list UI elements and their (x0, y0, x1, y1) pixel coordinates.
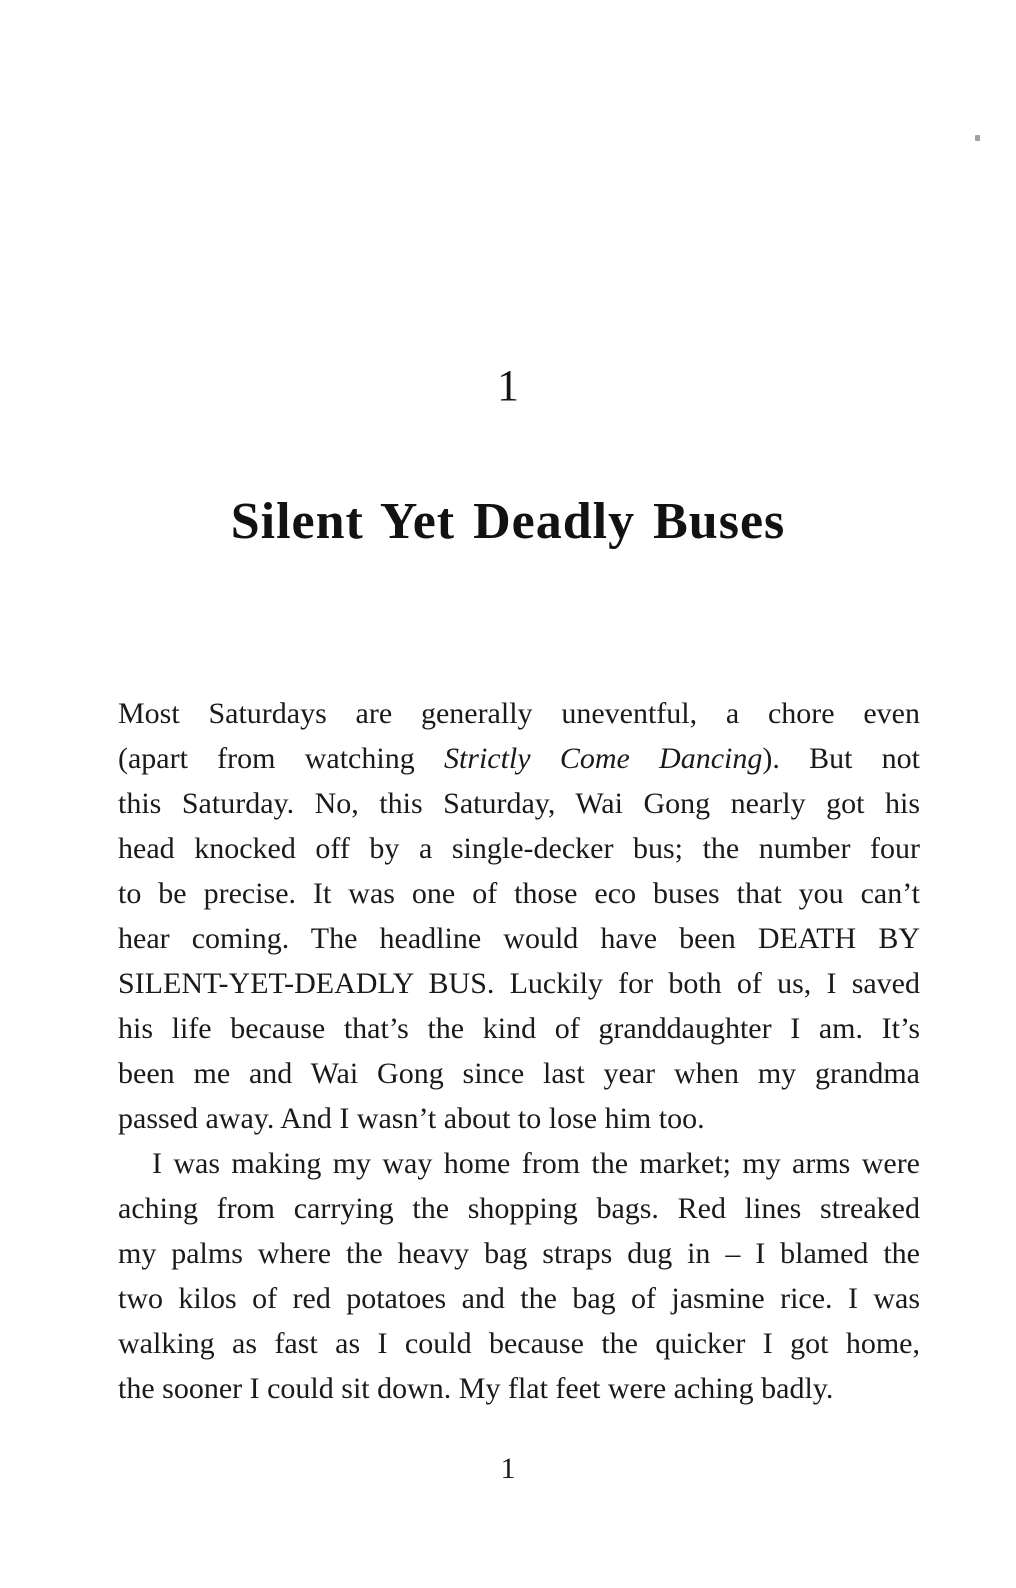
text-line (118, 1276, 920, 1321)
text-line (118, 736, 920, 781)
regular-text: passed away. And I wasn’t about to lose him too. (118, 1102, 705, 1135)
text-line (118, 1366, 920, 1411)
regular-text: ). But not (762, 742, 920, 775)
paragraph (118, 691, 920, 1141)
text-line (118, 781, 920, 826)
text-line (118, 1006, 920, 1051)
text-line (118, 1186, 920, 1231)
regular-text: hear coming. The headline would have been DEATH BY (118, 922, 920, 955)
regular-text: his life because that’s the kind of granddaughter I am. It’s (118, 1012, 920, 1045)
regular-text: head knocked off by a single-decker bus; the number four (118, 832, 920, 865)
text-line (118, 691, 920, 736)
regular-text: walking as fast as I could because the quicker I got home, (118, 1327, 920, 1360)
body-text (118, 691, 920, 1411)
regular-text: this Saturday. No, this Saturday, Wai Gong nearly got his (118, 787, 920, 820)
text-line (118, 1321, 920, 1366)
scan-artifact-dot (975, 135, 980, 141)
regular-text: the sooner I could sit down. My flat feet were aching badly. (118, 1372, 834, 1405)
text-line (118, 871, 920, 916)
regular-text: SILENT-YET-DEADLY BUS. Luckily for both of us, I saved (118, 967, 920, 1000)
italic-text: Strictly Come Dancing (443, 742, 763, 775)
text-line (118, 1096, 920, 1141)
regular-text: aching from carrying the shopping bags. Red lines streaked (118, 1192, 920, 1225)
text-line (118, 916, 920, 961)
chapter-title: Silent Yet Deadly Buses (230, 493, 786, 550)
chapter-number: 1 (497, 361, 519, 410)
regular-text: (apart from watching (118, 742, 444, 775)
page-number: 1 (500, 1452, 516, 1485)
text-line (118, 961, 920, 1006)
regular-text: I was making my way home from the market; my arms were (152, 1147, 920, 1180)
regular-text: to be precise. It was one of those eco buses that you can’t (118, 877, 920, 910)
text-line (118, 1051, 920, 1096)
regular-text: been me and Wai Gong since last year when my grandma (118, 1057, 920, 1090)
text-line (118, 1231, 920, 1276)
paragraph (118, 1141, 920, 1411)
regular-text: Most Saturdays are generally uneventful, a chore even (118, 697, 920, 730)
regular-text: my palms where the heavy bag straps dug in – I blamed the (118, 1237, 920, 1270)
text-line (118, 1141, 920, 1186)
text-line (118, 826, 920, 871)
regular-text: two kilos of red potatoes and the bag of jasmine rice. I was (118, 1282, 920, 1315)
